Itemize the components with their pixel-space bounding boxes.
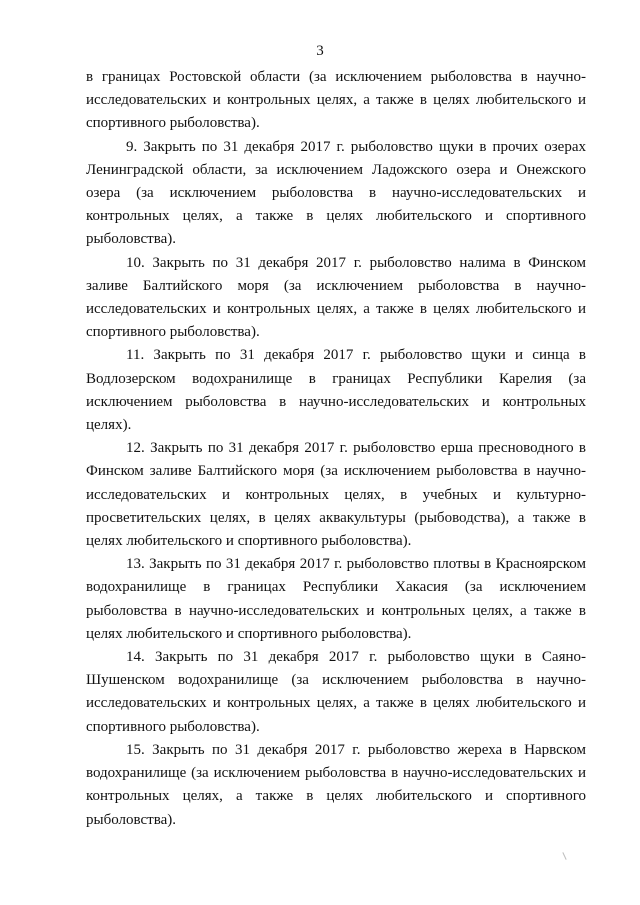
paragraph-item-11: 11. Закрыть по 31 декабря 2017 г. рыболовство щуки и синца в Водлозерском водохранилище в границах Республики Карелия (за исключением рыболовства в научно-исследовательских и контрольных целях). [86,347,586,434]
paragraph-item-9: 9. Закрыть по 31 декабря 2017 г. рыболовство щуки в прочих озерах Ленинградской области, за исключением Ладожского озера и Онежского озера (за исключением рыболовства в научно-исследовательских и контрольных целях, а также в целях любительского и спортивного рыболовства). [86,138,586,248]
document-body [86,66,586,832]
page-number: 3 [316,43,324,59]
paragraph-item-15: 15. Закрыть по 31 декабря 2017 г. рыболовство жереха в Нарвском водохранилище (за исключением рыболовства в научно-исследовательских и контрольных целях, а также в целях любительского и спортивного рыболовства). [86,741,586,828]
scan-mark [562,852,566,860]
paragraph-continuation: в границах Ростовской области (за исключением рыболовства в научно-исследовательских и контрольных целях, а также в целях любительского и спортивного рыболовства). [86,69,586,132]
paragraph-item-14: 14. Закрыть по 31 декабря 2017 г. рыболовство щуки в Саяно-Шушенском водохранилище (за исключением рыболовства в научно-исследовательских и контрольных целях, а также в целях любительского и спортивного рыболовства). [86,649,586,735]
paragraph-item-12: 12. Закрыть по 31 декабря 2017 г. рыболовство ерша пресноводного в Финском заливе Балтийского моря (за исключением рыболовства в научно-исследовательских и контрольных целях, в учебных и культурно-просветительских целях, в целях аквакультуры (рыбоводства), а также в целях любительского и спортивного рыболовства). [86,440,586,550]
paragraph-item-10: 10. Закрыть по 31 декабря 2017 г. рыболовство налима в Финском заливе Балтийского моря (за исключением рыболовства в научно-исследовательских и контрольных целях, а также в целях любительского и спортивного рыболовства). [86,254,586,341]
paragraph-item-13: 13. Закрыть по 31 декабря 2017 г. рыболовство плотвы в Красноярском водохранилище в границах Республики Хакасия (за исключением рыболовства в научно-исследовательских и контрольных целях, а также в целях любительского и спортивного рыболовства). [86,556,586,642]
